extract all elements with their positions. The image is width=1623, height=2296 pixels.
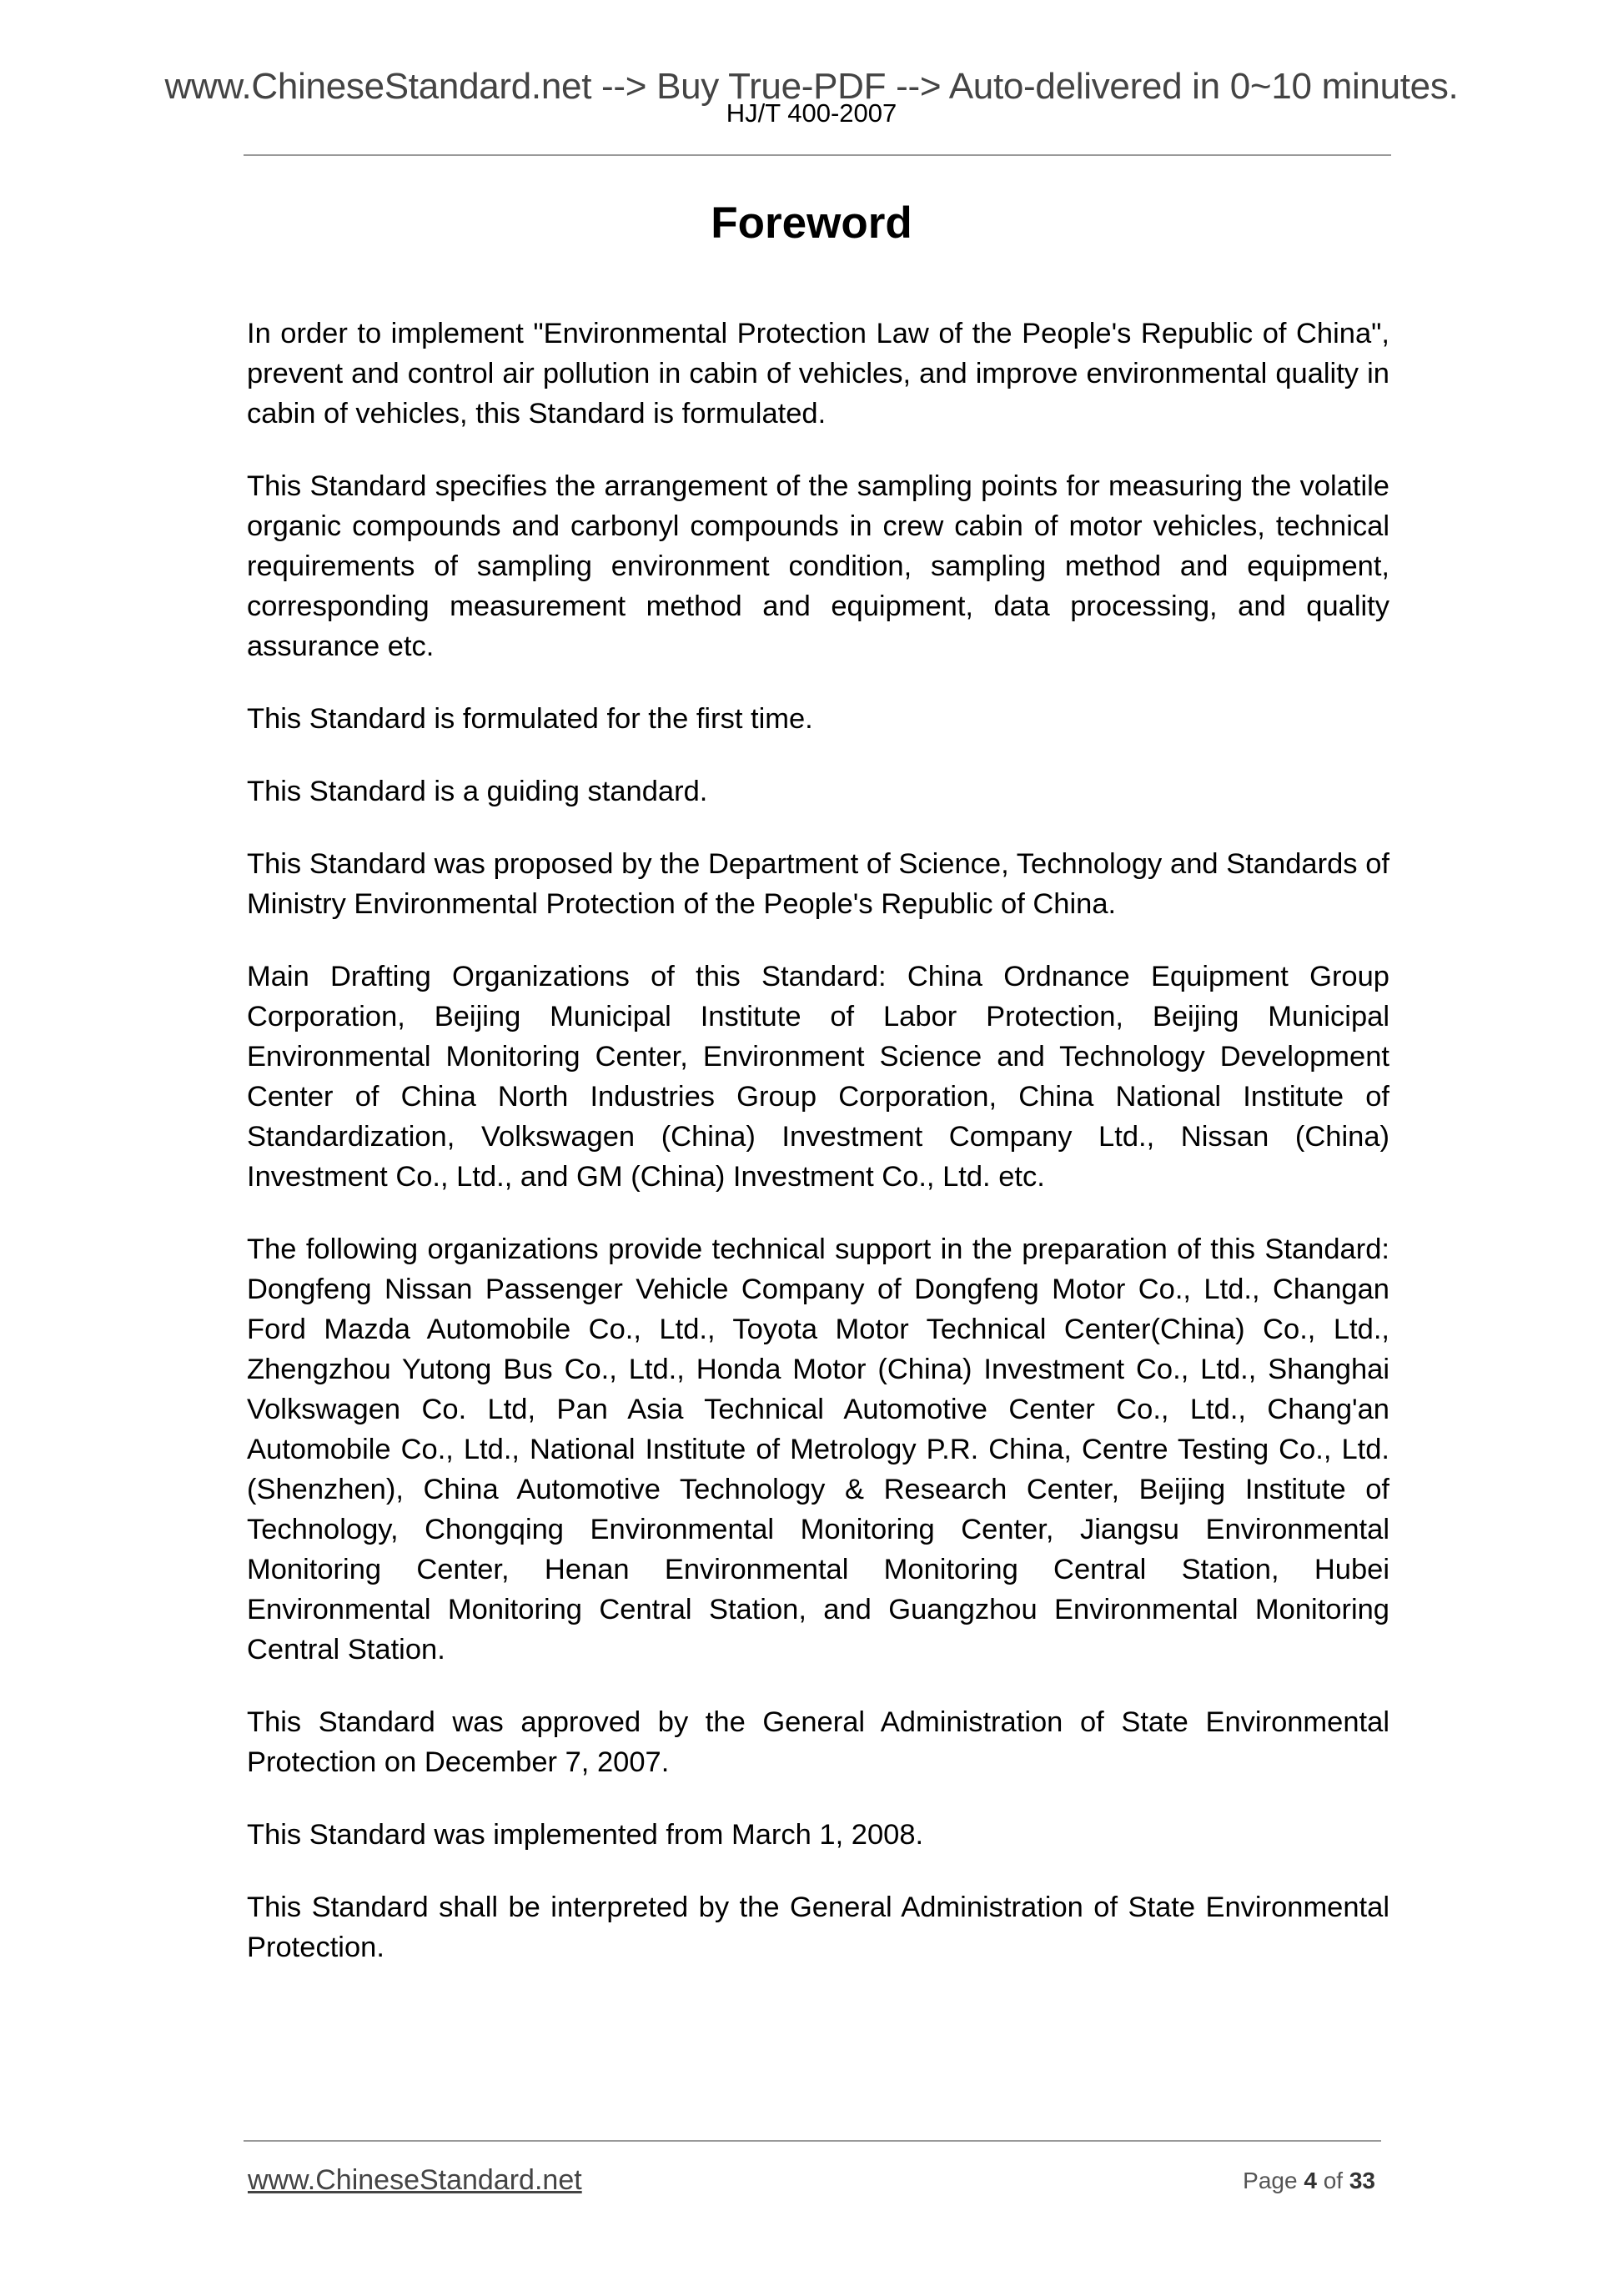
paragraph: This Standard was approved by the General Administration of State Environmental Protection on December 7, 2007.	[247, 1706, 1389, 1778]
paragraph: In order to implement "Environmental Protection Law of the People's Republic of China", prevent and control air pollution in cabin of vehicles, and improve environmental quality in cabin of vehicles, this Standard is formulated.	[247, 318, 1389, 430]
paragraph: This Standard specifies the arrangement of the sampling points for measuring the volatile organic compounds and carbonyl compounds in crew cabin of motor vehicles, technical requirements of sampling environment condition, sampling method and equipment, corresponding measurement method and equipment, data processing, and quality assurance etc.	[247, 470, 1389, 662]
page-number	[1243, 2166, 1375, 2196]
paragraph: The following organizations provide technical support in the preparation of this Standard: Dongfeng Nissan Passenger Vehicle Company of Dongfeng Motor Co., Ltd., Changan Ford Mazda Automobile Co., Ltd., Toyota Motor Technical Center(China) Co., Ltd., Zhengzhou Yutong Bus Co., Ltd., Honda Motor (China) Investment Co., Ltd., Shanghai Volkswagen Co. Ltd, Pan Asia Technical Automotive Center Co., Ltd., Chang'an Automobile Co., Ltd., National Institute of Metrology P.R. China, Centre Testing Co., Ltd. (Shenzhen), China Automotive Technology & Research Center, Beijing Institute of Technology, Chongqing Environmental Monitoring Center, Jiangsu Environmental Monitoring Center, Henan Environmental Monitoring Central Station, Hubei Environmental Monitoring Central Station, and Guangzhou Environmental Monitoring Central Station.	[247, 1233, 1389, 1665]
document-id: HJ/T 400-2007	[726, 98, 897, 128]
page-title: Foreword	[711, 198, 912, 248]
paragraph: This Standard was proposed by the Department of Science, Technology and Standards of Ministry Environmental Protection of the People's Republic of China.	[247, 848, 1389, 920]
total-pages: 33	[1349, 2168, 1375, 2193]
current-page: 4	[1304, 2168, 1317, 2193]
foreword-body	[247, 314, 1389, 2000]
header-divider	[244, 154, 1391, 156]
footer-divider	[244, 2140, 1381, 2142]
paragraph: This Standard is formulated for the first time.	[247, 703, 813, 735]
header-banner: www.ChineseStandard.net --> Buy True-PDF --> Auto-delivered in 0~10 minutes.	[164, 66, 1459, 107]
paragraph: Main Drafting Organizations of this Standard: China Ordnance Equipment Group Corporation, Beijing Municipal Institute of Labor Protection, Beijing Municipal Environmental Monitoring Center, Environment Science and Technology Development Center of China North Industries Group Corporation, China National Institute of Standardization, Volkswagen (China) Investment Company Ltd., Nissan (China) Investment Co., Ltd., and GM (China) Investment Co., Ltd. etc.	[247, 961, 1389, 1193]
paragraph: This Standard is a guiding standard.	[247, 776, 708, 807]
page-label: Page	[1243, 2168, 1298, 2193]
footer-website-link[interactable]: www.ChineseStandard.net	[248, 2164, 582, 2196]
page-of-label: of	[1323, 2168, 1344, 2193]
paragraph: This Standard shall be interpreted by the General Administration of State Environmental Protection.	[247, 1892, 1389, 1963]
paragraph: This Standard was implemented from March 1, 2008.	[247, 1819, 924, 1851]
